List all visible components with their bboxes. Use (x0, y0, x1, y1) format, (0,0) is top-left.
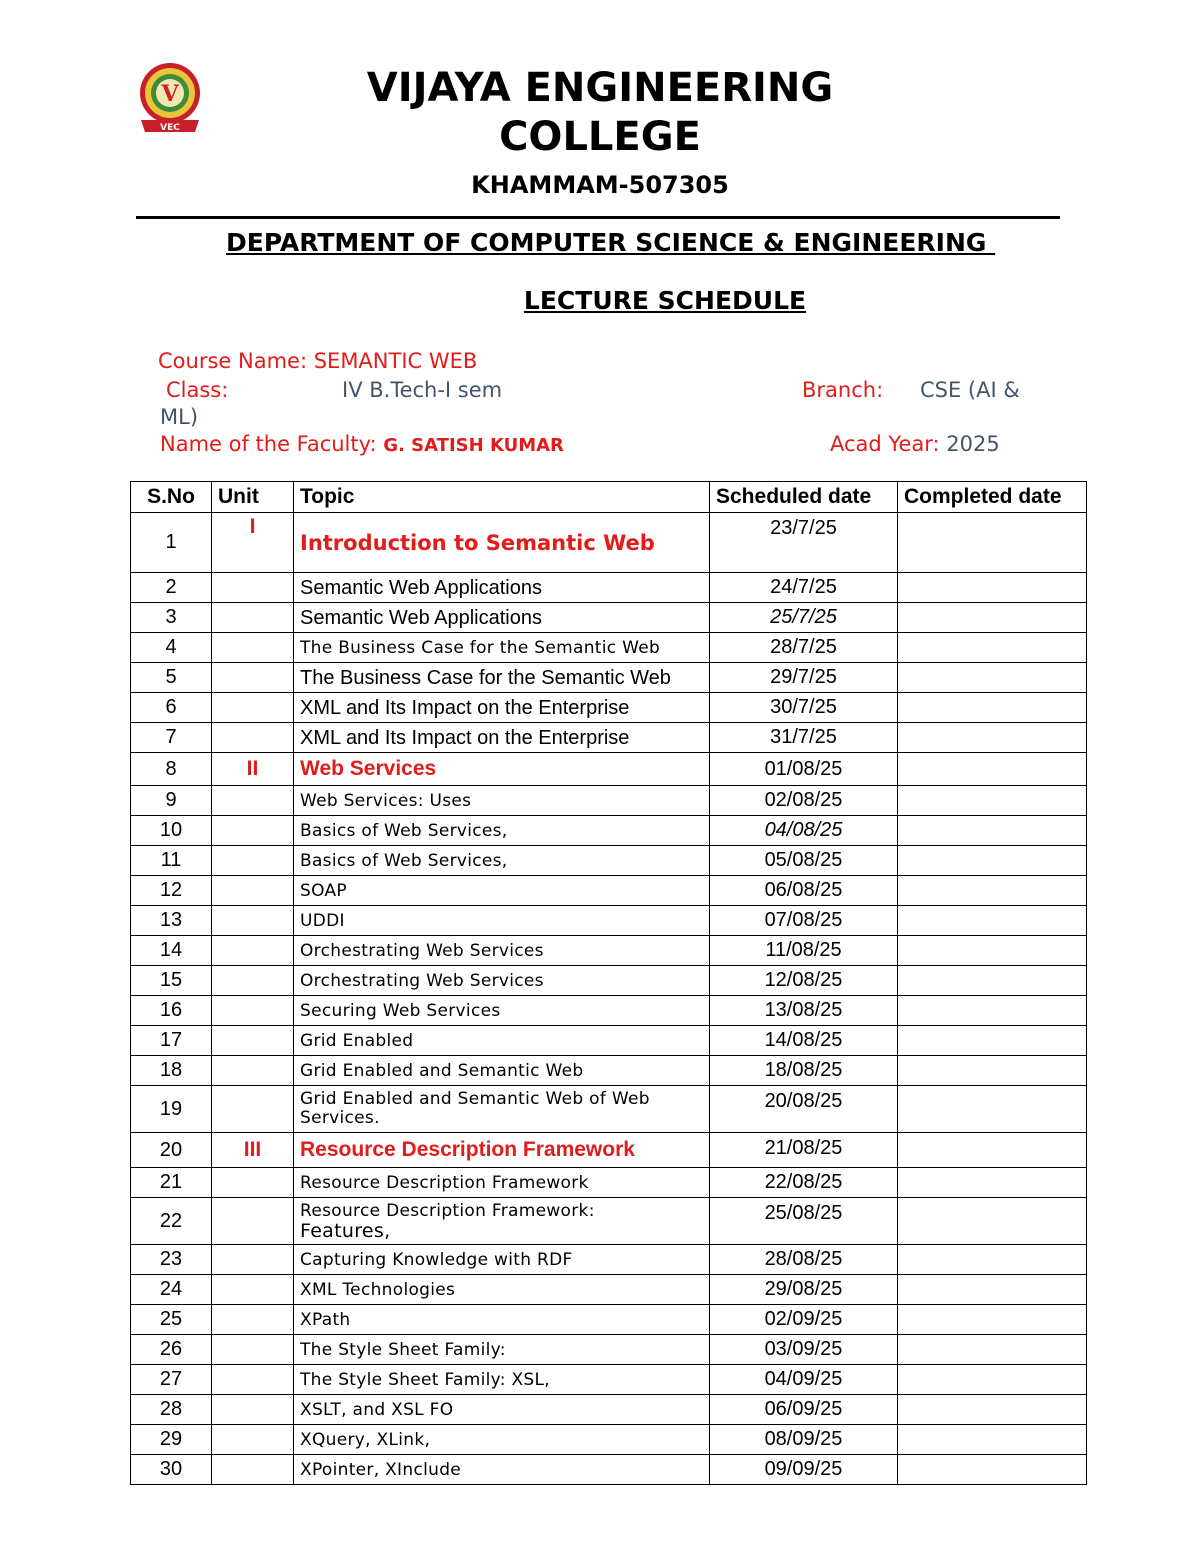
cell-unit (212, 693, 294, 723)
cell-unit: I (212, 513, 294, 573)
cell-scheduled-date: 31/7/25 (710, 723, 898, 753)
cell-unit (212, 1086, 294, 1133)
cell-topic: XSLT, and XSL FO (294, 1395, 710, 1425)
cell-sno: 20 (131, 1133, 212, 1168)
table-row (131, 1133, 1087, 1168)
cell-topic: Grid Enabled and Semantic Web of Web Services. (294, 1086, 710, 1133)
class-label: Class: (166, 378, 229, 402)
faculty-value: G. SATISH KUMAR (383, 435, 564, 456)
cell-scheduled-date: 09/09/25 (710, 1455, 898, 1485)
college-location: KHAMMAM-507305 (471, 171, 729, 199)
cell-unit (212, 906, 294, 936)
cell-unit (212, 603, 294, 633)
cell-unit (212, 1365, 294, 1395)
header-unit: Unit (212, 482, 294, 513)
cell-scheduled-date: 23/7/25 (710, 513, 898, 573)
cell-sno: 3 (131, 603, 212, 633)
cell-completed-date (898, 996, 1087, 1026)
logo-text: VEC (160, 123, 180, 133)
cell-unit (212, 1335, 294, 1365)
cell-completed-date (898, 876, 1087, 906)
document-title: LECTURE SCHEDULE (523, 286, 807, 315)
cell-topic (294, 1198, 710, 1245)
course-name-line (158, 348, 477, 374)
cell-scheduled-date: 11/08/25 (710, 936, 898, 966)
cell-scheduled-date: 04/09/25 (710, 1365, 898, 1395)
cell-sno: 27 (131, 1365, 212, 1395)
acad-year-value: 2025 (946, 432, 1000, 456)
table-row (131, 966, 1087, 996)
cell-topic: SOAP (294, 876, 710, 906)
cell-completed-date (898, 513, 1087, 573)
header-completed-date: Completed date (898, 482, 1087, 513)
cell-unit (212, 876, 294, 906)
cell-unit (212, 1026, 294, 1056)
header-divider (136, 216, 1060, 219)
table-row (131, 1245, 1087, 1275)
cell-scheduled-date: 22/08/25 (710, 1168, 898, 1198)
cell-completed-date (898, 1305, 1087, 1335)
table-row (131, 513, 1087, 573)
cell-scheduled-date: 25/08/25 (710, 1198, 898, 1245)
table-row (131, 753, 1087, 786)
cell-sno: 7 (131, 723, 212, 753)
class-value: IV B.Tech-I sem (342, 378, 503, 402)
cell-topic: XPath (294, 1305, 710, 1335)
cell-completed-date (898, 1335, 1087, 1365)
cell-scheduled-date: 14/08/25 (710, 1026, 898, 1056)
cell-scheduled-date: 07/08/25 (710, 906, 898, 936)
cell-scheduled-date: 29/7/25 (710, 663, 898, 693)
table-row (131, 1168, 1087, 1198)
cell-topic: Capturing Knowledge with RDF (294, 1245, 710, 1275)
cell-sno: 19 (131, 1086, 212, 1133)
cell-scheduled-date: 21/08/25 (710, 1133, 898, 1168)
cell-sno: 28 (131, 1395, 212, 1425)
cell-unit (212, 1275, 294, 1305)
table-row (131, 693, 1087, 723)
cell-unit (212, 1168, 294, 1198)
course-name-label: Course Name: (158, 349, 308, 373)
cell-scheduled-date: 28/7/25 (710, 633, 898, 663)
cell-completed-date (898, 846, 1087, 876)
table-row (131, 1086, 1087, 1133)
header-sno: S.No (131, 482, 212, 513)
table-row (131, 663, 1087, 693)
faculty-line (160, 431, 564, 459)
table-header-row (131, 482, 1087, 513)
college-logo (135, 60, 205, 136)
cell-completed-date (898, 936, 1087, 966)
cell-completed-date (898, 1245, 1087, 1275)
cell-sno: 21 (131, 1168, 212, 1198)
cell-sno: 17 (131, 1026, 212, 1056)
table-row (131, 1056, 1087, 1086)
cell-scheduled-date: 01/08/25 (710, 753, 898, 786)
college-name-line2: COLLEGE (499, 114, 701, 160)
cell-completed-date (898, 633, 1087, 663)
table-row (131, 846, 1087, 876)
cell-scheduled-date: 18/08/25 (710, 1056, 898, 1086)
acad-year-label: Acad Year: (830, 432, 940, 456)
cell-topic: Web Services (294, 753, 710, 786)
cell-sno: 12 (131, 876, 212, 906)
cell-unit (212, 1305, 294, 1335)
cell-scheduled-date: 04/08/25 (710, 816, 898, 846)
cell-completed-date (898, 1365, 1087, 1395)
cell-topic: The Style Sheet Family: XSL, (294, 1365, 710, 1395)
cell-completed-date (898, 1275, 1087, 1305)
cell-topic: The Style Sheet Family: (294, 1335, 710, 1365)
cell-sno: 2 (131, 573, 212, 603)
cell-completed-date (898, 753, 1087, 786)
cell-unit: III (212, 1133, 294, 1168)
cell-topic: Orchestrating Web Services (294, 936, 710, 966)
cell-topic: XQuery, XLink, (294, 1425, 710, 1455)
cell-topic: Basics of Web Services, (294, 846, 710, 876)
cell-topic: XPointer, XInclude (294, 1455, 710, 1485)
cell-unit (212, 786, 294, 816)
branch-label: Branch: (802, 378, 884, 402)
table-row (131, 906, 1087, 936)
cell-unit (212, 846, 294, 876)
cell-sno: 26 (131, 1335, 212, 1365)
cell-topic: UDDI (294, 906, 710, 936)
cell-sno: 23 (131, 1245, 212, 1275)
cell-scheduled-date: 06/09/25 (710, 1395, 898, 1425)
cell-sno: 24 (131, 1275, 212, 1305)
cell-sno: 25 (131, 1305, 212, 1335)
cell-scheduled-date: 25/7/25 (710, 603, 898, 633)
cell-sno: 30 (131, 1455, 212, 1485)
cell-scheduled-date: 08/09/25 (710, 1425, 898, 1455)
table-row (131, 1198, 1087, 1245)
cell-completed-date (898, 1395, 1087, 1425)
cell-topic: Grid Enabled and Semantic Web (294, 1056, 710, 1086)
course-name-value: SEMANTIC WEB (313, 349, 478, 373)
cell-completed-date (898, 573, 1087, 603)
cell-topic: Orchestrating Web Services (294, 966, 710, 996)
table-row (131, 936, 1087, 966)
cell-sno: 29 (131, 1425, 212, 1455)
cell-topic: Semantic Web Applications (294, 573, 710, 603)
cell-completed-date (898, 1026, 1087, 1056)
cell-unit (212, 1395, 294, 1425)
table-row (131, 1425, 1087, 1455)
cell-completed-date (898, 1198, 1087, 1245)
cell-completed-date (898, 723, 1087, 753)
cell-completed-date (898, 663, 1087, 693)
cell-sno: 5 (131, 663, 212, 693)
cell-sno: 4 (131, 633, 212, 663)
cell-unit (212, 936, 294, 966)
cell-scheduled-date: 02/09/25 (710, 1305, 898, 1335)
cell-completed-date (898, 906, 1087, 936)
cell-completed-date (898, 1425, 1087, 1455)
table-row (131, 603, 1087, 633)
cell-unit (212, 1245, 294, 1275)
cell-sno: 22 (131, 1198, 212, 1245)
cell-scheduled-date: 05/08/25 (710, 846, 898, 876)
table-row (131, 1365, 1087, 1395)
table-row (131, 633, 1087, 663)
table-row (131, 876, 1087, 906)
cell-unit (212, 816, 294, 846)
cell-sno: 18 (131, 1056, 212, 1086)
cell-topic: XML and Its Impact on the Enterprise (294, 723, 710, 753)
cell-completed-date (898, 1455, 1087, 1485)
cell-topic: Resource Description Framework (294, 1168, 710, 1198)
table-row (131, 996, 1087, 1026)
header-topic: Topic (294, 482, 710, 513)
cell-topic: The Business Case for the Semantic Web (294, 633, 710, 663)
cell-sno: 15 (131, 966, 212, 996)
cell-completed-date (898, 603, 1087, 633)
cell-scheduled-date: 02/08/25 (710, 786, 898, 816)
acad-year-line (830, 431, 1000, 457)
cell-topic-line2: Features, (300, 1220, 391, 1242)
table-row (131, 1026, 1087, 1056)
branch-value: CSE (AI & (920, 378, 1020, 402)
cell-unit (212, 1425, 294, 1455)
cell-sno: 10 (131, 816, 212, 846)
cell-topic: Web Services: Uses (294, 786, 710, 816)
cell-sno: 6 (131, 693, 212, 723)
cell-sno: 13 (131, 906, 212, 936)
cell-topic: Grid Enabled (294, 1026, 710, 1056)
table-row (131, 573, 1087, 603)
cell-unit (212, 996, 294, 1026)
table-row (131, 816, 1087, 846)
cell-scheduled-date: 20/08/25 (710, 1086, 898, 1133)
cell-topic: XML Technologies (294, 1275, 710, 1305)
cell-scheduled-date: 28/08/25 (710, 1245, 898, 1275)
cell-scheduled-date: 12/08/25 (710, 966, 898, 996)
cell-topic-line1: Resource Description Framework: (300, 1201, 595, 1221)
logo-letter: V (161, 81, 179, 107)
branch-value-cont: ML) (160, 405, 199, 429)
cell-scheduled-date: 13/08/25 (710, 996, 898, 1026)
cell-sno: 14 (131, 936, 212, 966)
cell-sno: 1 (131, 513, 212, 573)
college-name-line1: VIJAYA ENGINEERING (366, 65, 834, 111)
header-scheduled-date: Scheduled date (710, 482, 898, 513)
cell-completed-date (898, 693, 1087, 723)
table-row (131, 786, 1087, 816)
cell-topic: The Business Case for the Semantic Web (294, 663, 710, 693)
cell-completed-date (898, 1168, 1087, 1198)
cell-unit (212, 573, 294, 603)
cell-unit (212, 1198, 294, 1245)
cell-topic: Securing Web Services (294, 996, 710, 1026)
table-row (131, 723, 1087, 753)
department-title: DEPARTMENT OF COMPUTER SCIENCE & ENGINEERING (226, 228, 996, 257)
cell-topic: Semantic Web Applications (294, 603, 710, 633)
cell-completed-date (898, 816, 1087, 846)
cell-sno: 11 (131, 846, 212, 876)
table-row (131, 1395, 1087, 1425)
cell-unit (212, 966, 294, 996)
cell-completed-date (898, 1133, 1087, 1168)
table-row (131, 1335, 1087, 1365)
cell-unit: II (212, 753, 294, 786)
cell-scheduled-date: 30/7/25 (710, 693, 898, 723)
cell-scheduled-date: 24/7/25 (710, 573, 898, 603)
cell-unit (212, 1455, 294, 1485)
cell-sno: 9 (131, 786, 212, 816)
cell-unit (212, 723, 294, 753)
cell-topic: XML and Its Impact on the Enterprise (294, 693, 710, 723)
lecture-schedule-table (130, 481, 1087, 1485)
cell-unit (212, 633, 294, 663)
cell-unit (212, 663, 294, 693)
cell-scheduled-date: 29/08/25 (710, 1275, 898, 1305)
cell-sno: 8 (131, 753, 212, 786)
cell-completed-date (898, 786, 1087, 816)
cell-sno: 16 (131, 996, 212, 1026)
table-row (131, 1455, 1087, 1485)
cell-completed-date (898, 966, 1087, 996)
cell-topic: Introduction to Semantic Web (294, 513, 710, 573)
cell-scheduled-date: 06/08/25 (710, 876, 898, 906)
table-row (131, 1275, 1087, 1305)
cell-unit (212, 1056, 294, 1086)
faculty-label: Name of the Faculty: (160, 432, 377, 456)
cell-completed-date (898, 1086, 1087, 1133)
cell-topic: Resource Description Framework (294, 1133, 710, 1168)
cell-scheduled-date: 03/09/25 (710, 1335, 898, 1365)
cell-completed-date (898, 1056, 1087, 1086)
table-row (131, 1305, 1087, 1335)
cell-topic: Basics of Web Services, (294, 816, 710, 846)
